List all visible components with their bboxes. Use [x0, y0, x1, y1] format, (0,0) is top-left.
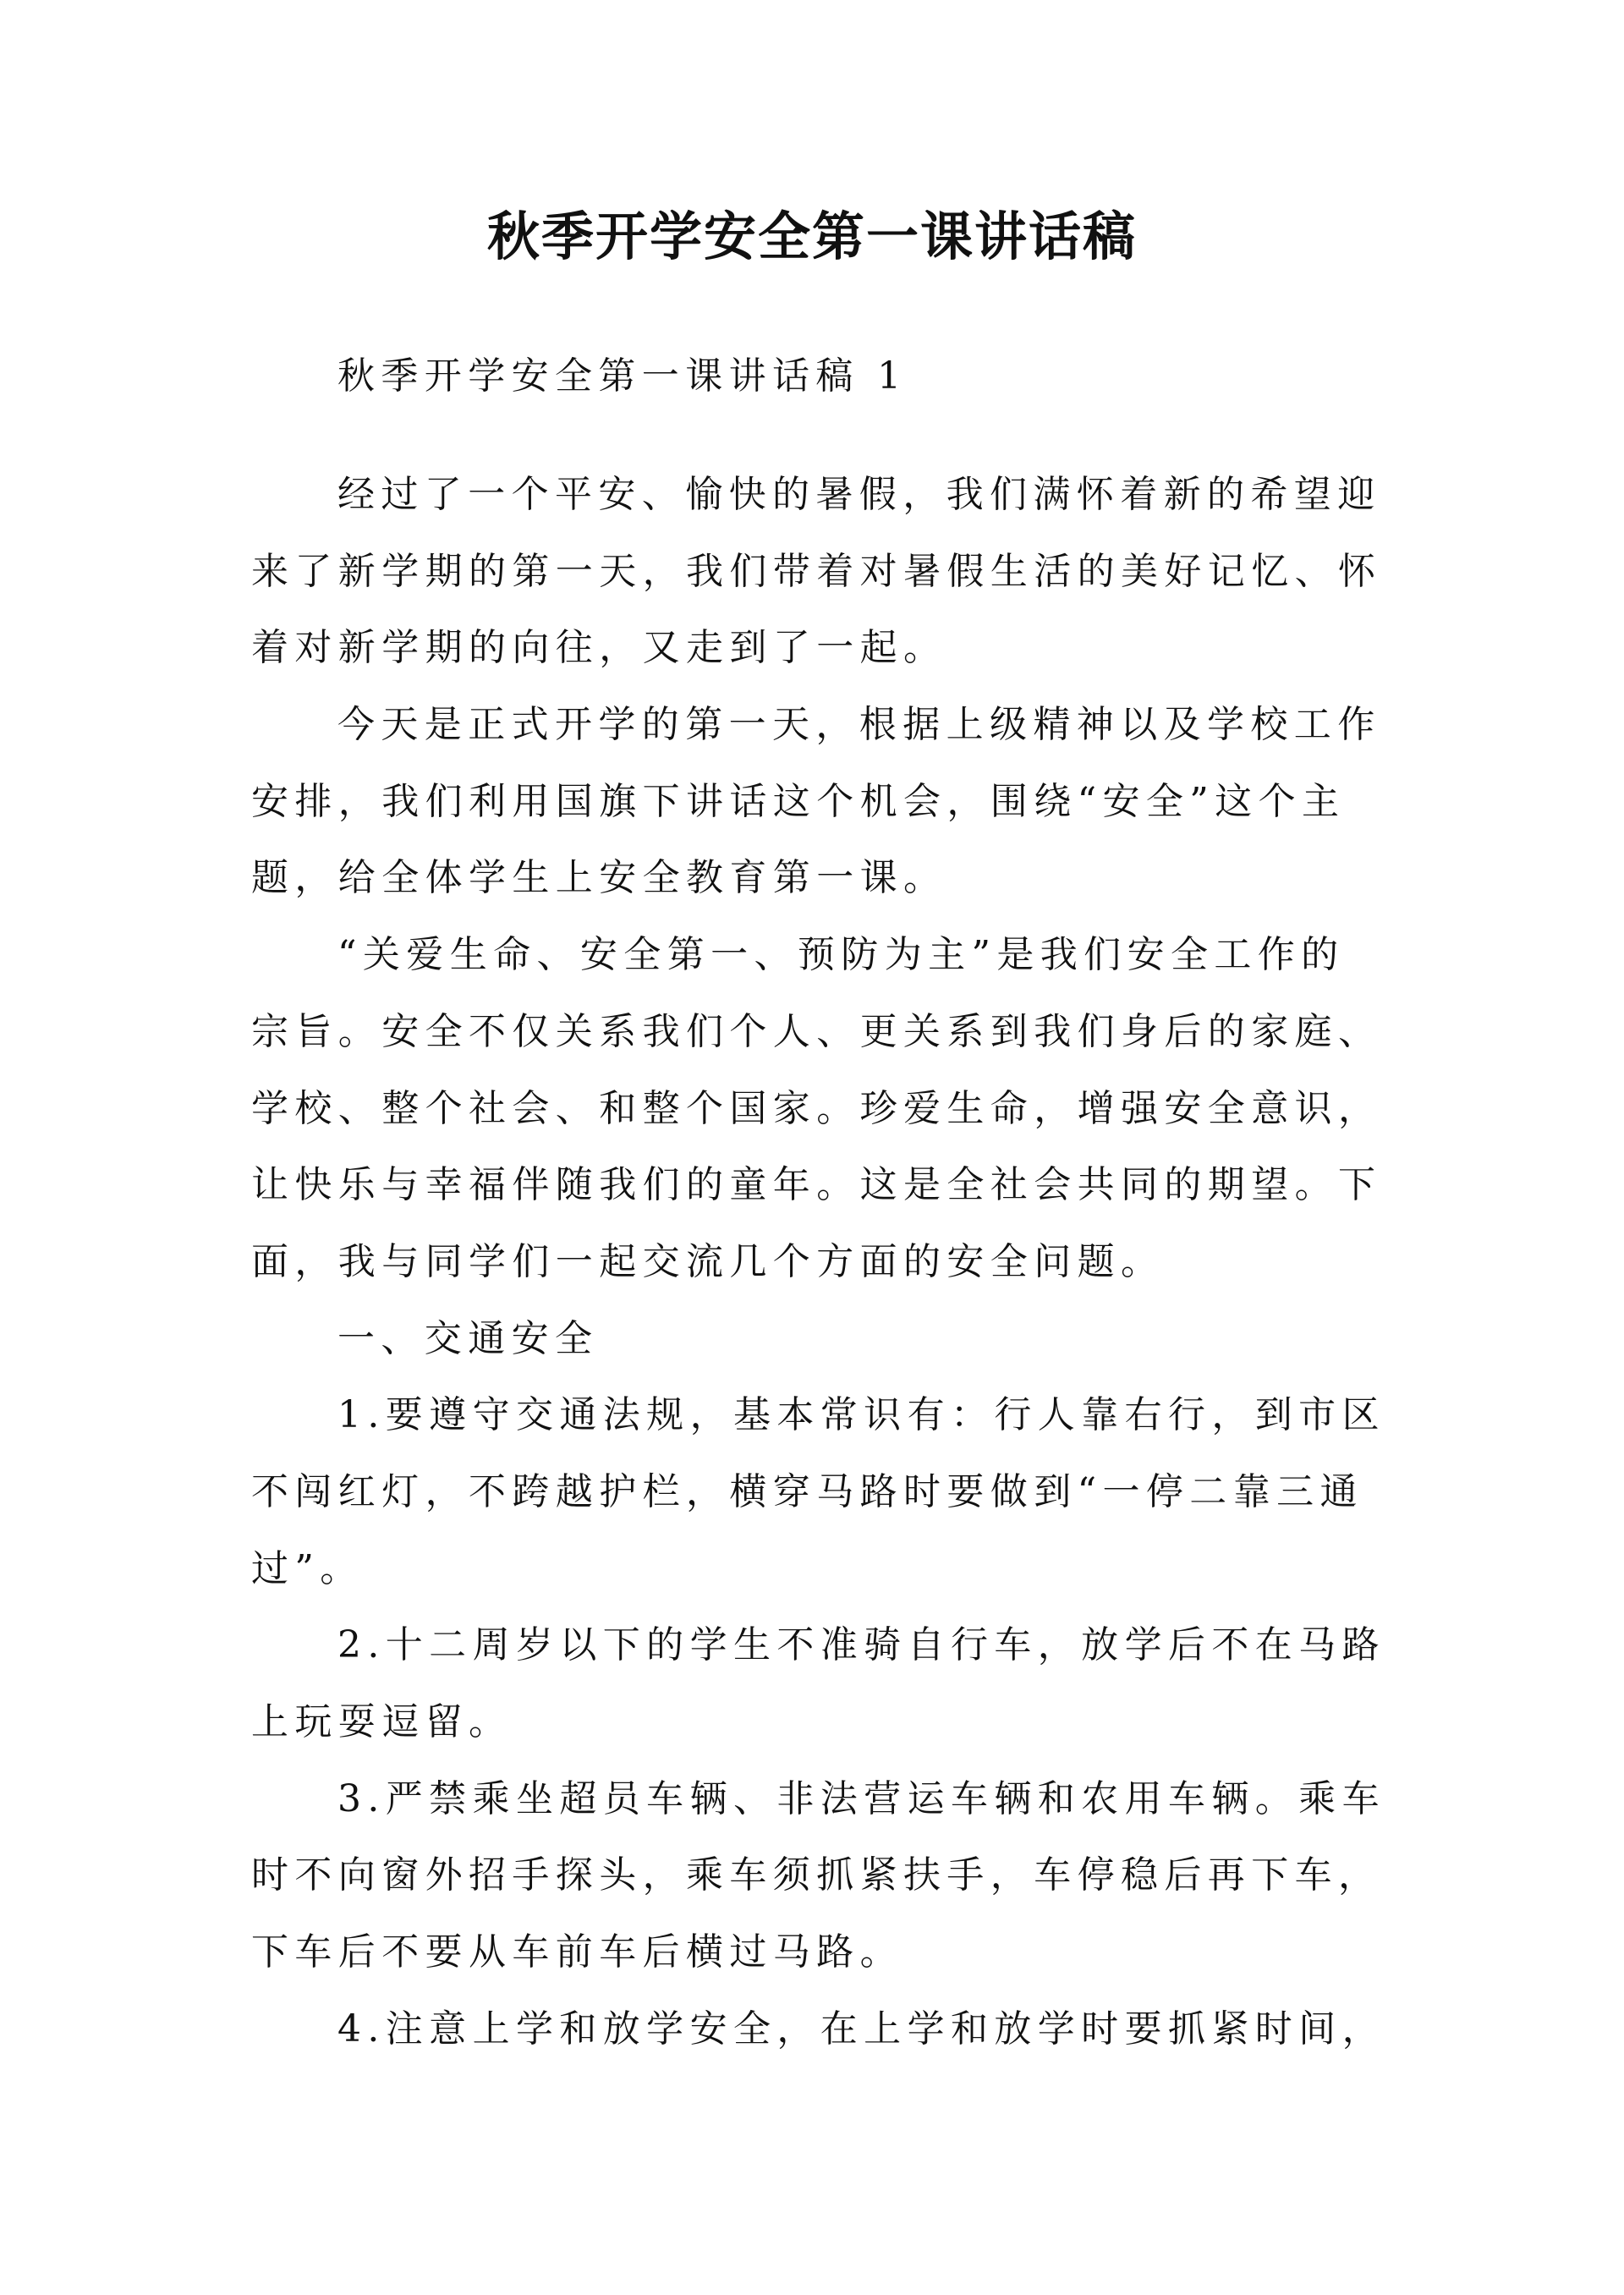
text-line: 一、交通安全	[337, 1316, 599, 1360]
text-line: 3.严禁乘坐超员车辆、非法营运车辆和农用车辆。乘车	[337, 1776, 1385, 1820]
text-line: 安排，我们利用国旗下讲话这个机会，围绕“安全”这个主	[251, 779, 1346, 823]
text-line: 时不向窗外招手探头，乘车须抓紧扶手，车停稳后再下车，	[251, 1853, 1382, 1897]
text-line: 不闯红灯，不跨越护栏，横穿马路时要做到“一停二靠三通	[251, 1469, 1363, 1513]
text-line: 面，我与同学们一起交流几个方面的安全问题。	[251, 1239, 1165, 1283]
paragraph	[251, 917, 1402, 1300]
text-line: 来了新学期的第一天，我们带着对暑假生活的美好记忆、怀	[251, 549, 1382, 593]
paragraph	[251, 1761, 1402, 1991]
text-line: 让快乐与幸福伴随我们的童年。这是全社会共同的期望。下	[251, 1163, 1382, 1207]
text-line: 过”。	[251, 1546, 364, 1590]
text-line: 经过了一个平安、愉快的暑假，我们满怀着新的希望迎	[337, 473, 1381, 516]
text-line: 4.注意上学和放学安全，在上学和放学时要抓紧时间，	[337, 2007, 1385, 2051]
paragraph	[251, 687, 1402, 917]
paragraph	[251, 1607, 1402, 1760]
paragraph	[251, 1991, 1402, 2068]
section-heading	[251, 1301, 1402, 1378]
paragraph	[251, 1377, 1402, 1607]
text-line: 2.十二周岁以下的学生不准骑自行车，放学后不在马路	[337, 1623, 1385, 1667]
text-line: 今天是正式开学的第一天，根据上级精神以及学校工作	[337, 703, 1381, 747]
document-title: 秋季开学安全第一课讲话稿	[486, 206, 1137, 267]
paragraph	[251, 457, 1402, 687]
text-line: 题，给全体学生上安全教育第一课。	[251, 856, 947, 900]
text-line: 下车后不要从车前车后横过马路。	[251, 1930, 903, 1974]
text-line: “关爱生命、安全第一、预防为主”是我们安全工作的	[337, 933, 1345, 977]
document-body	[251, 457, 1402, 2067]
text-line: 上玩耍逗留。	[251, 1700, 513, 1743]
subtitle: 秋季开学安全第一课讲话稿 1	[337, 354, 908, 398]
text-line: 1.要遵守交通法规，基本常识有：行人靠右行，到市区	[337, 1393, 1385, 1437]
text-line: 学校、整个社会、和整个国家。珍爱生命，增强安全意识，	[251, 1086, 1382, 1130]
text-line: 着对新学期的向往，又走到了一起。	[251, 626, 947, 670]
text-line: 宗旨。安全不仅关系我们个人、更关系到我们身后的家庭、	[251, 1009, 1382, 1053]
